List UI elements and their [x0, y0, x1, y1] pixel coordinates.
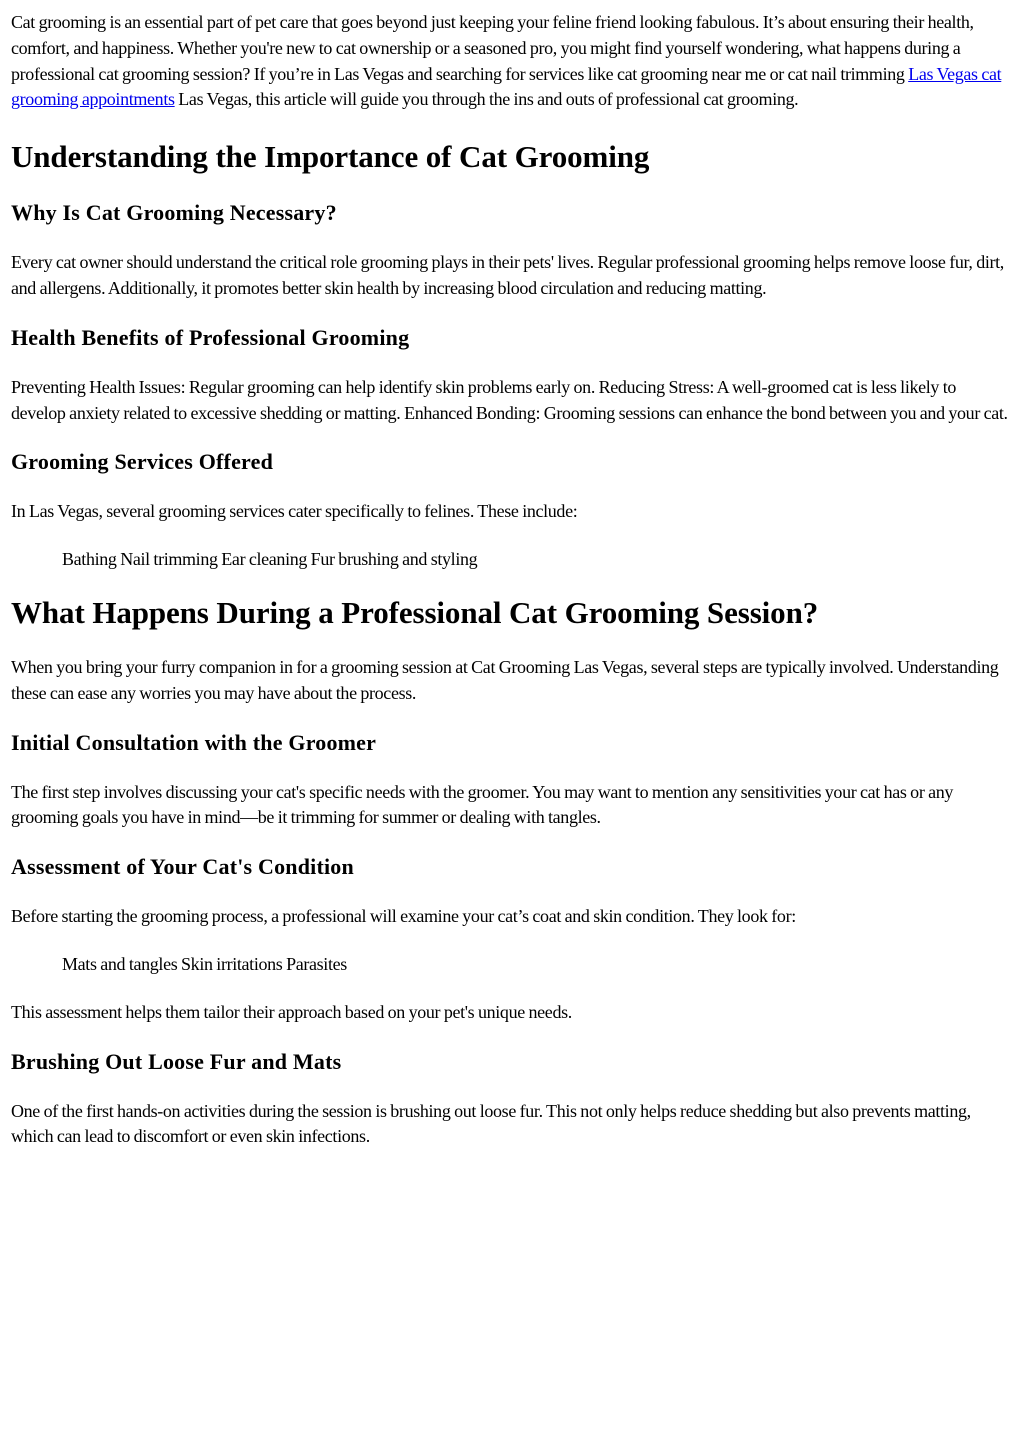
assessment-list: Mats and tangles Skin irritations Parasites: [62, 953, 347, 974]
grooming-appointments-link[interactable]: Las Vegas cat grooming appointments: [11, 63, 1002, 110]
subheading-brushing: Brushing Out Loose Fur and Mats: [11, 1048, 342, 1074]
paragraph-services-offered: In Las Vegas, several grooming services cater specifically to felines. These include:: [11, 501, 578, 522]
paragraph-initial-consultation: The first step involves discussing your cat's specific needs with the groomer. You may want to mention any sensitivities your cat has or any grooming goals you have in mind—be it trimming for summer or dealing with tangles.: [11, 781, 954, 828]
subheading-health-benefits: Health Benefits of Professional Grooming: [11, 324, 410, 350]
intro-paragraph: [11, 10, 1013, 113]
services-list: Bathing Nail trimming Ear cleaning Fur brushing and styling: [62, 549, 478, 570]
paragraph-brushing: One of the first hands-on activities during the session is brushing out loose fur. This not only helps reduce shedding but also prevents matting, which can lead to discomfort or even skin infections.: [11, 1100, 971, 1147]
subheading-services-offered: Grooming Services Offered: [11, 449, 274, 475]
subheading-assessment: Assessment of Your Cat's Condition: [11, 854, 354, 880]
paragraph-assessment: Before starting the grooming process, a professional will examine your cat’s coat and skin condition. They look for:: [11, 906, 796, 927]
paragraph-health-benefits: Preventing Health Issues: Regular grooming can help identify skin problems early on. Reducing Stress: A well-groomed cat is less likely to develop anxiety related to excessive shedding or matting. Enhanced Bonding: Grooming sessions can enhance the bond between you and your cat.: [11, 376, 1008, 423]
subheading-why-necessary: Why Is Cat Grooming Necessary?: [11, 200, 337, 226]
paragraph-why-necessary: Every cat owner should understand the critical role grooming plays in their pets' lives. Regular professional grooming helps remove loose fur, dirt, and allergens. Additionally, it promotes better skin health by increasing blood circulation and reducing matting.: [11, 252, 1004, 298]
section-heading-importance: Understanding the Importance of Cat Grooming: [11, 139, 650, 175]
intro-text-after-link: Las Vegas, this article will guide you through the ins and outs of professional cat grooming.: [174, 89, 799, 110]
section-heading-session: What Happens During a Professional Cat Grooming Session?: [11, 594, 819, 630]
paragraph-assessment-after: This assessment helps them tailor their approach based on your pet's unique needs.: [11, 1001, 572, 1022]
subheading-initial-consultation: Initial Consultation with the Groomer: [11, 729, 377, 755]
paragraph-session-intro: When you bring your furry companion in for a grooming session at Cat Grooming Las Vegas, several steps are typically involved. Understanding these can ease any worries you may have about the process.: [11, 656, 999, 703]
intro-text-before-link: Cat grooming is an essential part of pet care that goes beyond just keeping your feline friend looking fabulous. It’s about ensuring their health, comfort, and happiness. Whether you're new to cat ownership or a seasoned pro, you might find yourself wondering, what happens during a professional cat grooming session? If you’re in Las Vegas and searching for services like cat grooming near me or cat nail trimming: [11, 12, 974, 84]
